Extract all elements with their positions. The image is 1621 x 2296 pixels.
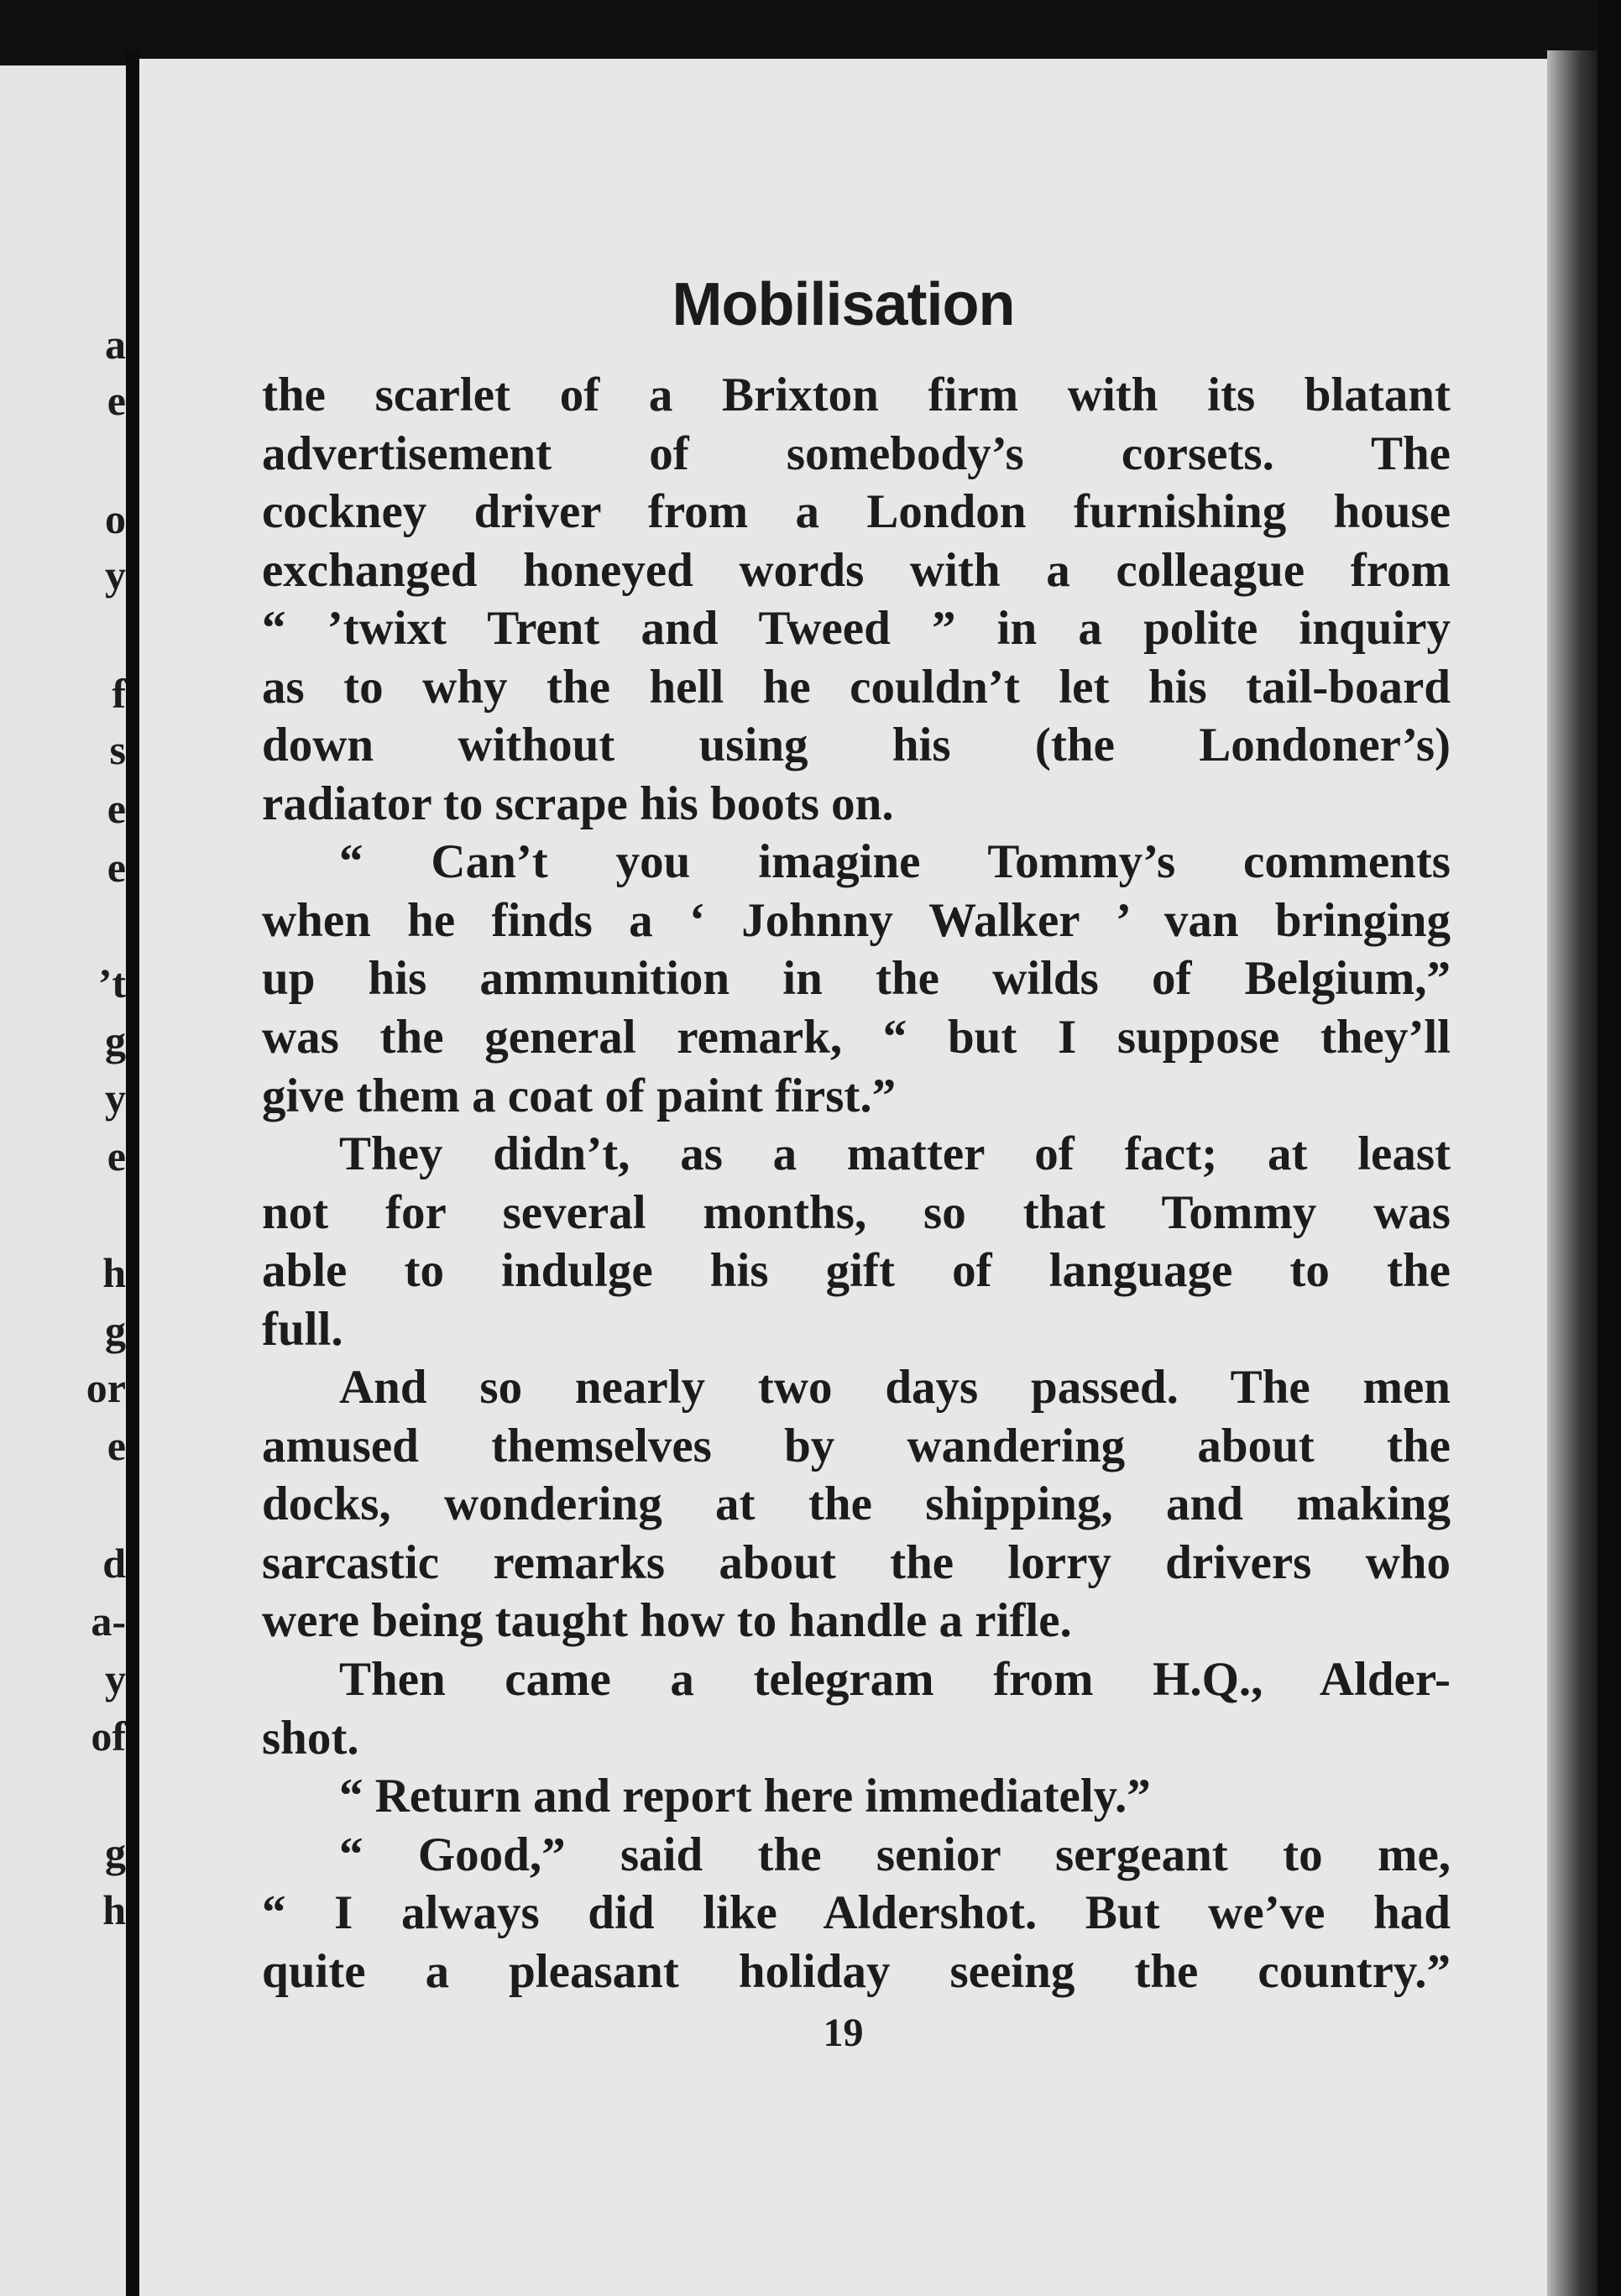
- text-line: as to why the hell he couldn’t let his tail-board: [262, 660, 1451, 714]
- facing-page-fragment: y: [105, 552, 126, 599]
- text-line: “ I always did like Aldershot. But we’ve had: [262, 1886, 1451, 1940]
- text-line: shot.: [262, 1711, 359, 1765]
- page-edge-shadow: [1547, 50, 1597, 2296]
- facing-page-fragment: f: [112, 670, 126, 717]
- text-line: advertisement of somebody’s corsets. The: [262, 426, 1451, 480]
- page-body: [262, 366, 1451, 2001]
- facing-page-fragment: s: [109, 726, 126, 773]
- facing-page-fragment: g: [105, 1307, 126, 1354]
- facing-page-fragment: e: [107, 1422, 126, 1469]
- text-line: when he finds a ‘ Johnny Walker ’ van bringing: [262, 893, 1451, 947]
- facing-page-fragment: of: [91, 1713, 126, 1760]
- facing-page-fragment: e: [107, 377, 126, 424]
- text-line: “ Good,” said the senior sergeant to me,: [339, 1828, 1451, 1881]
- text-line: not for several months, so that Tommy was: [262, 1185, 1451, 1239]
- text-line: up his ammunition in the wilds of Belgium,”: [262, 952, 1451, 1006]
- facing-page-fragment: y: [105, 1655, 126, 1702]
- text-line: the scarlet of a Brixton firm with its blatant: [262, 369, 1451, 421]
- text-line: able to indulge his gift of language to the: [262, 1244, 1451, 1298]
- text-line: radiator to scrape his boots on.: [262, 777, 894, 830]
- text-line: “ ’twixt Trent and Tweed ” in a polite inquiry: [262, 602, 1451, 656]
- text-line: full.: [262, 1302, 343, 1356]
- facing-page-fragment: or: [86, 1364, 126, 1411]
- text-line: down without using his (the Londoner’s): [262, 719, 1451, 772]
- facing-page-edge: [0, 65, 126, 2296]
- text-line: give them a coat of paint first.”: [262, 1069, 897, 1122]
- facing-page-fragment: e: [107, 785, 126, 832]
- page-number: 19: [823, 2011, 864, 2055]
- text-line: amused themselves by wandering about the: [262, 1419, 1451, 1472]
- text-line: Then came a telegram from H.Q., Alder-: [339, 1653, 1451, 1707]
- text-line: And so nearly two days passed. The men: [339, 1361, 1451, 1415]
- facing-page-fragment: h: [102, 1886, 126, 1933]
- scan-border: [1597, 0, 1621, 2296]
- text-line: exchanged honeyed words with a colleague from: [262, 543, 1451, 597]
- facing-page-fragment: h: [102, 1249, 126, 1296]
- facing-page-fragment: e: [107, 844, 126, 891]
- text-line: docks, wondering at the shipping, and making: [262, 1477, 1451, 1531]
- page-heading: Mobilisation: [672, 271, 1015, 338]
- facing-page-fragment: g: [105, 1829, 126, 1876]
- facing-page-fragment: e: [107, 1132, 126, 1179]
- text-line: was the general remark, “ but I suppose they’ll: [262, 1011, 1451, 1064]
- text-line: quite a pleasant holiday seeing the country.”: [262, 1944, 1451, 1998]
- facing-page-fragment: a: [105, 321, 126, 368]
- text-line: cockney driver from a London furnishing house: [262, 485, 1451, 539]
- facing-page-fragment: d: [102, 1540, 126, 1587]
- text-line: They didn’t, as a matter of fact; at least: [339, 1127, 1451, 1181]
- text-line: were being taught how to handle a rifle.: [262, 1594, 1072, 1648]
- text-line: “ Can’t you imagine Tommy’s comments: [339, 835, 1451, 889]
- facing-page-fragment: g: [105, 1017, 126, 1064]
- book-page: [139, 59, 1547, 2296]
- facing-page-fragment: ’t: [97, 960, 126, 1007]
- text-line: “ Return and report here immediately.”: [339, 1770, 1151, 1823]
- facing-page-fragment: a-: [91, 1598, 126, 1645]
- facing-page-fragment: y: [105, 1075, 126, 1122]
- facing-page-fragment: o: [105, 495, 126, 542]
- text-line: sarcastic remarks about the lorry drivers who: [262, 1535, 1451, 1589]
- book-gutter: [126, 50, 139, 2296]
